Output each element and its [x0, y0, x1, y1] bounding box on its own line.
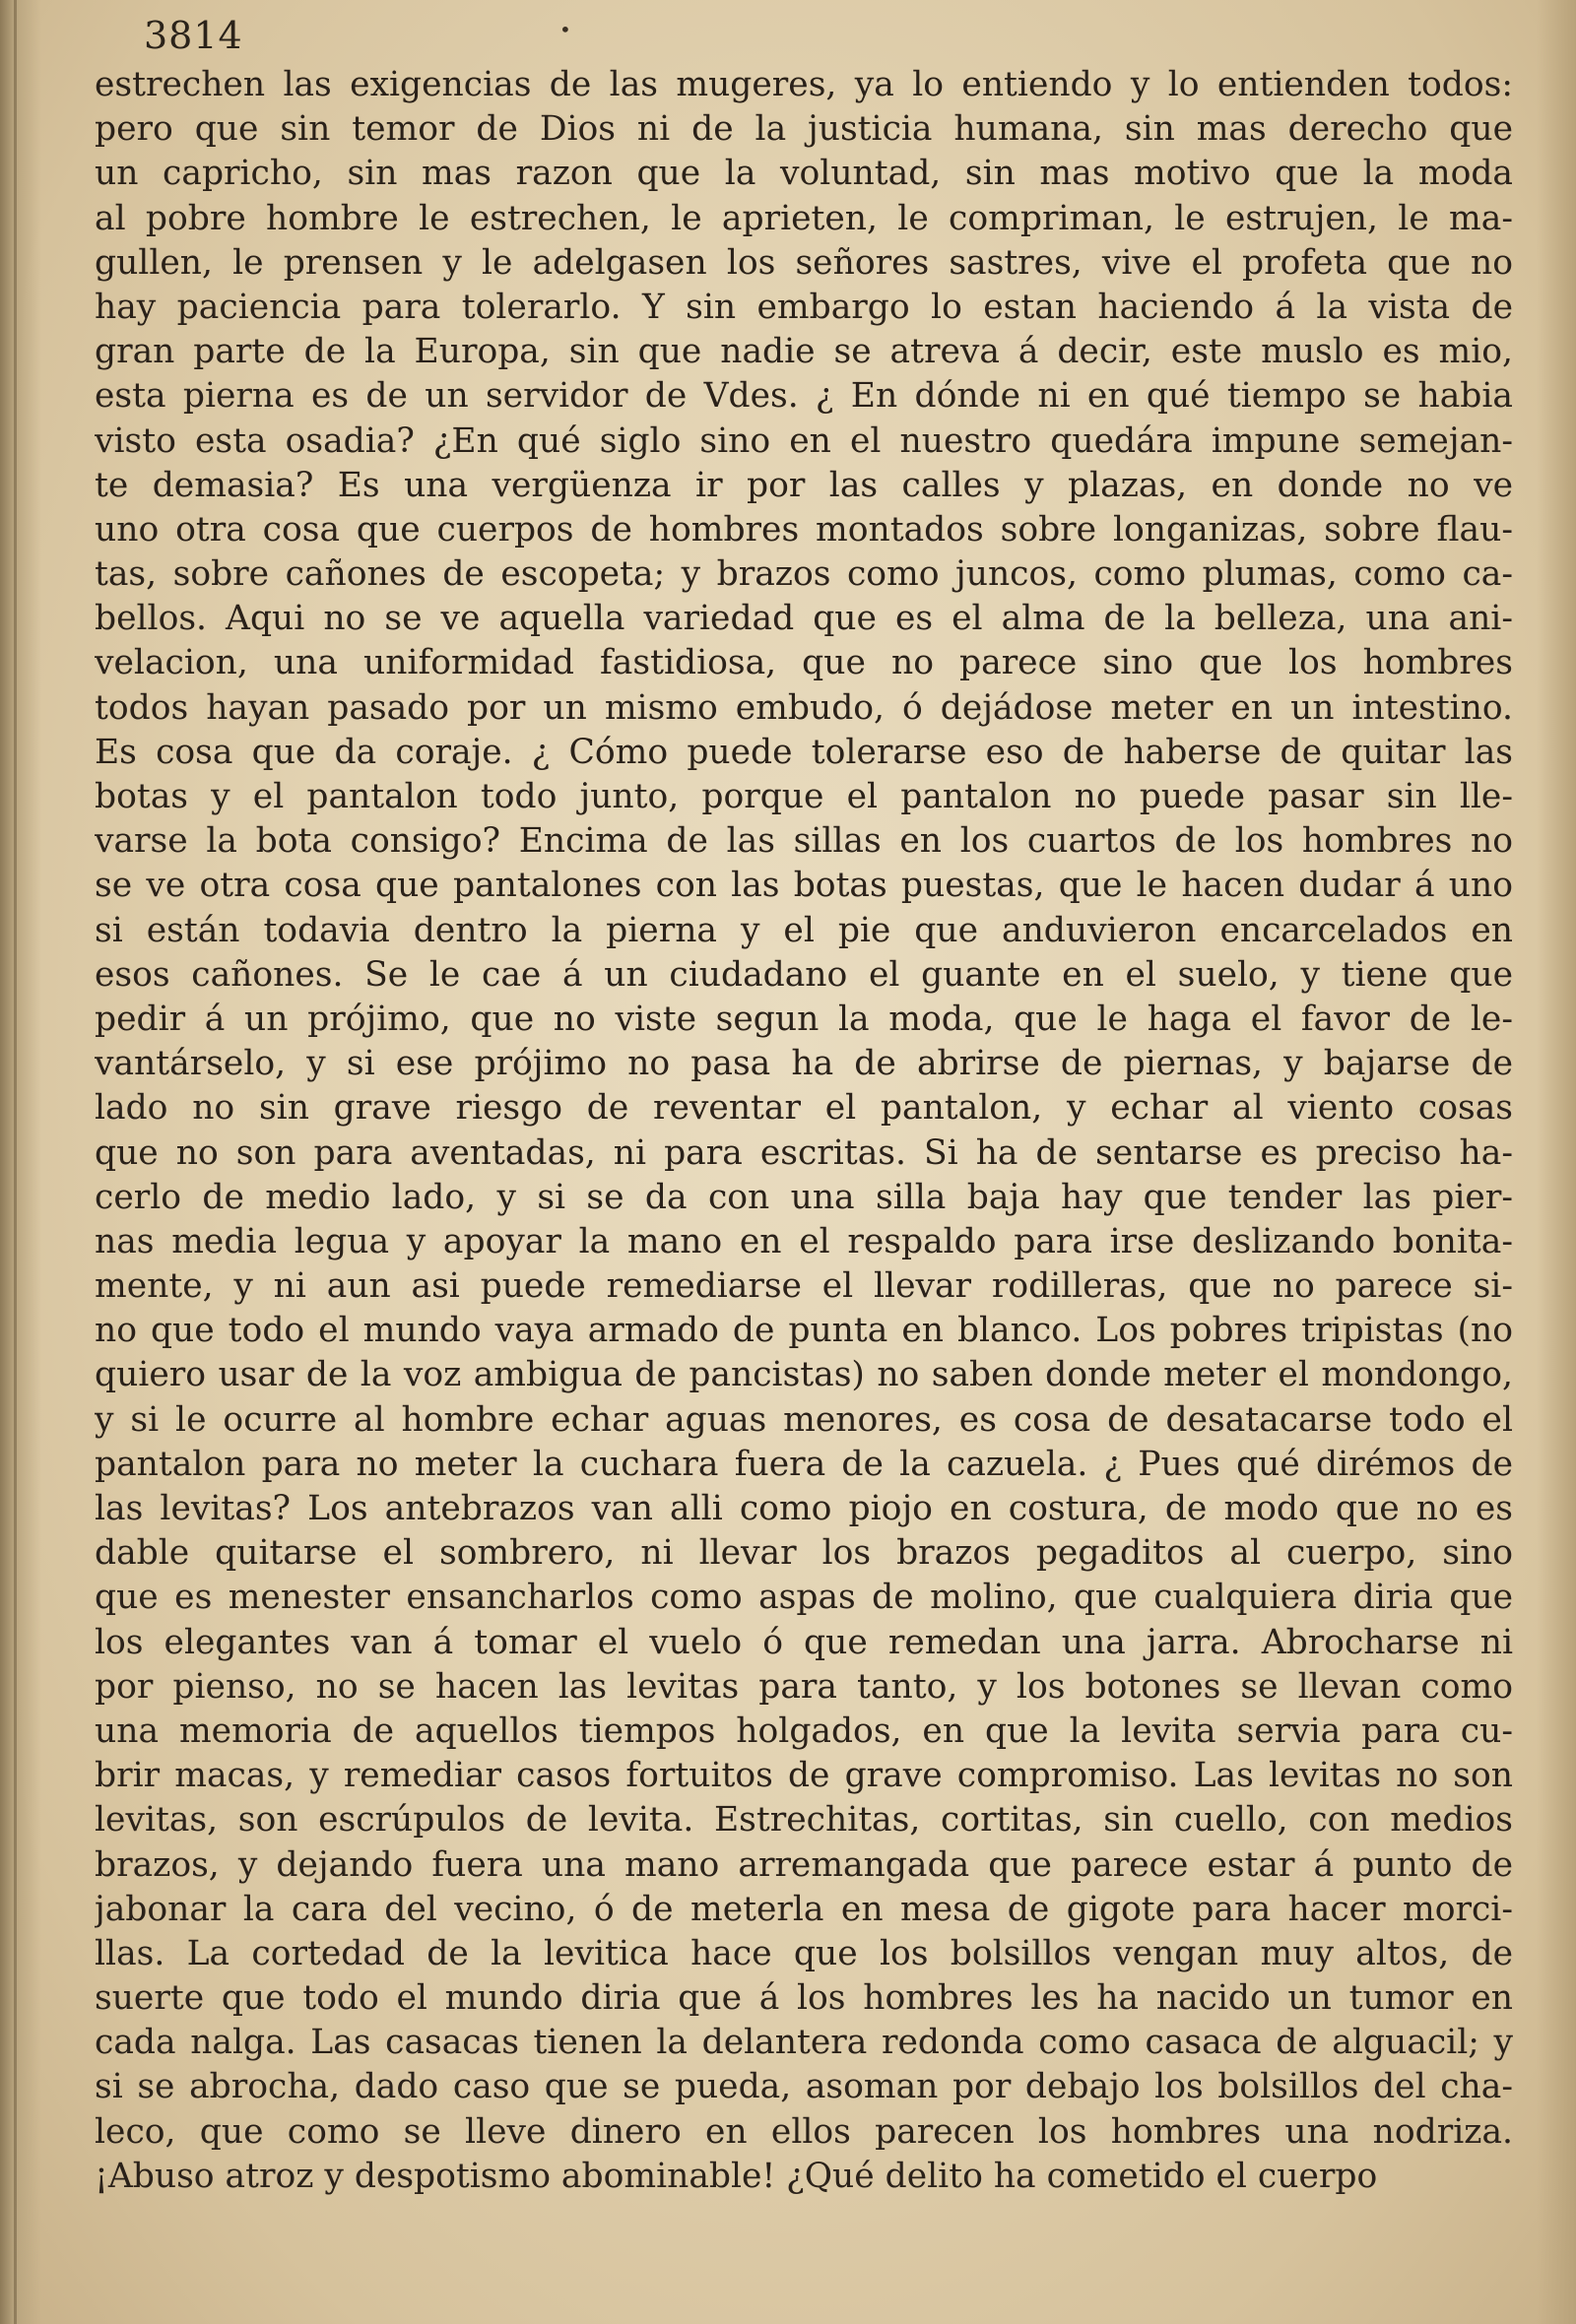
page-number: 3814: [144, 14, 243, 57]
text-line: brazos, y dejando fuera una mano arremangada que parece estar á punto de: [95, 1844, 1513, 1885]
text-line: una memoria de aquellos tiempos holgados, en que la levita servia para cu-: [95, 1711, 1513, 1751]
text-line: las levitas? Los antebrazos van alli como piojo en costura, de modo que no es: [95, 1489, 1513, 1528]
text-line: si se abrocha, dado caso que se pueda, asoman por debajo los bolsillos del cha-: [95, 2067, 1513, 2107]
text-line: bellos. Aqui no se ve aquella variedad que es el alma de la belleza, una ani-: [95, 599, 1513, 639]
text-line: llas. La cortedad de la levitica hace que los bolsillos vengan muy altos, de: [95, 1933, 1513, 1973]
body-text: [95, 63, 1513, 2199]
text-line: mente, y ni aun asi puede remediarse el llevar rodilleras, que no parece si-: [95, 1266, 1513, 1307]
text-line: leco, que como se lleve dinero en ellos parecen los hombres una nodriza.: [95, 2111, 1513, 2152]
text-line: gullen, le prensen y le adelgasen los señores sastres, vive el profeta que no: [95, 242, 1513, 283]
text-line: que no son para aventadas, ni para escritas. Si ha de sentarse es preciso ha-: [95, 1132, 1513, 1173]
text-line: pantalon para no meter la cuchara fuera de la cazuela. ¿ Pues qué dirémos de: [95, 1444, 1513, 1484]
text-line: levitas, son escrúpulos de levita. Estrechitas, cortitas, sin cuello, con medios: [95, 1800, 1513, 1840]
text-line: si están todavia dentro la pierna y el pie que anduvieron encarcelados en: [95, 910, 1513, 950]
text-line: gran parte de la Europa, sin que nadie se atreva á decir, este muslo es mio,: [95, 332, 1513, 372]
text-line: vantárselo, y si ese prójimo no pasa ha de abrirse de piernas, y bajarse de: [95, 1044, 1513, 1084]
binding-gutter: [0, 0, 41, 2324]
text-line: tas, sobre cañones de escopeta; y brazos como juncos, como plumas, como ca-: [95, 554, 1513, 595]
text-line: estrechen las exigencias de las mugeres, ya lo entiendo y lo entienden todos:: [95, 65, 1513, 104]
text-line: ¡Abuso atroz y despotismo abominable! ¿Qué delito ha cometido el cuerpo: [95, 2156, 1378, 2196]
text-line: cada nalga. Las casacas tienen la delantera redonda como casaca de alguacil; y: [95, 2023, 1513, 2063]
text-line: se ve otra cosa que pantalones con las botas puestas, que le hacen dudar á uno: [95, 866, 1513, 906]
text-line: pedir á un prójimo, que no viste segun la moda, que le haga el favor de le-: [95, 999, 1513, 1039]
text-line: hay paciencia para tolerarlo. Y sin embargo lo estan haciendo á la vista de: [95, 287, 1513, 327]
text-line: todos hayan pasado por un mismo embudo, ó dejádose meter en un intestino.: [95, 687, 1513, 728]
text-line: brir macas, y remediar casos fortuitos de grave compromiso. Las levitas no son: [95, 1756, 1513, 1796]
text-line: no que todo el mundo vaya armado de punta en blanco. Los pobres tripistas (no: [95, 1311, 1513, 1351]
text-line: por pienso, no se hacen las levitas para tanto, y los botones se llevan como: [95, 1666, 1513, 1707]
text-line: nas media legua y apoyar la mano en el respaldo para irse deslizando bonita-: [95, 1221, 1513, 1261]
text-line: suerte que todo el mundo diria que á los hombres les ha nacido un tumor en: [95, 1978, 1513, 2019]
text-line: al pobre hombre le estrechen, le aprieten, le compriman, le estrujen, le ma-: [95, 198, 1513, 238]
text-line: dable quitarse el sombrero, ni llevar los brazos pegaditos al cuerpo, sino: [95, 1533, 1513, 1574]
text-line: quiero usar de la voz ambigua de pancistas) no saben donde meter el mondongo,: [95, 1355, 1513, 1395]
text-line: cerlo de medio lado, y si se da con una silla baja hay que tender las pier-: [95, 1177, 1513, 1217]
text-line: Es cosa que da coraje. ¿ Cómo puede tolerarse eso de haberse de quitar las: [95, 732, 1513, 772]
text-line: lado no sin grave riesgo de reventar el pantalon, y echar al viento cosas: [95, 1088, 1513, 1129]
text-line: y si le ocurre al hombre echar aguas menores, es cosa de desatacarse todo el: [95, 1399, 1513, 1440]
text-line: te demasia? Es una vergüenza ir por las calles y plazas, en donde no ve: [95, 465, 1513, 505]
text-line: jabonar la cara del vecino, ó de meterla en mesa de gigote para hacer morci-: [95, 1889, 1513, 1929]
text-line: esta pierna es de un servidor de Vdes. ¿ En dónde ni en qué tiempo se habia: [95, 376, 1513, 417]
text-line: velacion, una uniformidad fastidiosa, que no parece sino que los hombres: [95, 643, 1513, 683]
binding-edge-line: [14, 0, 17, 2324]
text-line: un capricho, sin mas razon que la voluntad, sin mas motivo que la moda: [95, 154, 1513, 194]
text-line: pero que sin temor de Dios ni de la justicia humana, sin mas derecho que: [95, 109, 1513, 150]
text-line: botas y el pantalon todo junto, porque el pantalon no puede pasar sin lle-: [95, 777, 1513, 816]
text-line: esos cañones. Se le cae á un ciudadano el guante en el suelo, y tiene que: [95, 954, 1513, 995]
text-line: varse la bota consigo? Encima de las sillas en los cuartos de los hombres no: [95, 821, 1513, 862]
ink-dot-mark: •: [559, 18, 571, 41]
page-edge-shadow: [1537, 0, 1576, 2324]
text-line: uno otra cosa que cuerpos de hombres montados sobre longanizas, sobre flau-: [95, 509, 1513, 549]
text-line: los elegantes van á tomar el vuelo ó que remedan una jarra. Abrocharse ni: [95, 1622, 1513, 1662]
text-line: visto esta osadia? ¿En qué siglo sino en el nuestro quedára impune semejan-: [95, 420, 1513, 461]
text-line: que es menester ensancharlos como aspas de molino, que cualquiera diria que: [95, 1578, 1513, 1618]
